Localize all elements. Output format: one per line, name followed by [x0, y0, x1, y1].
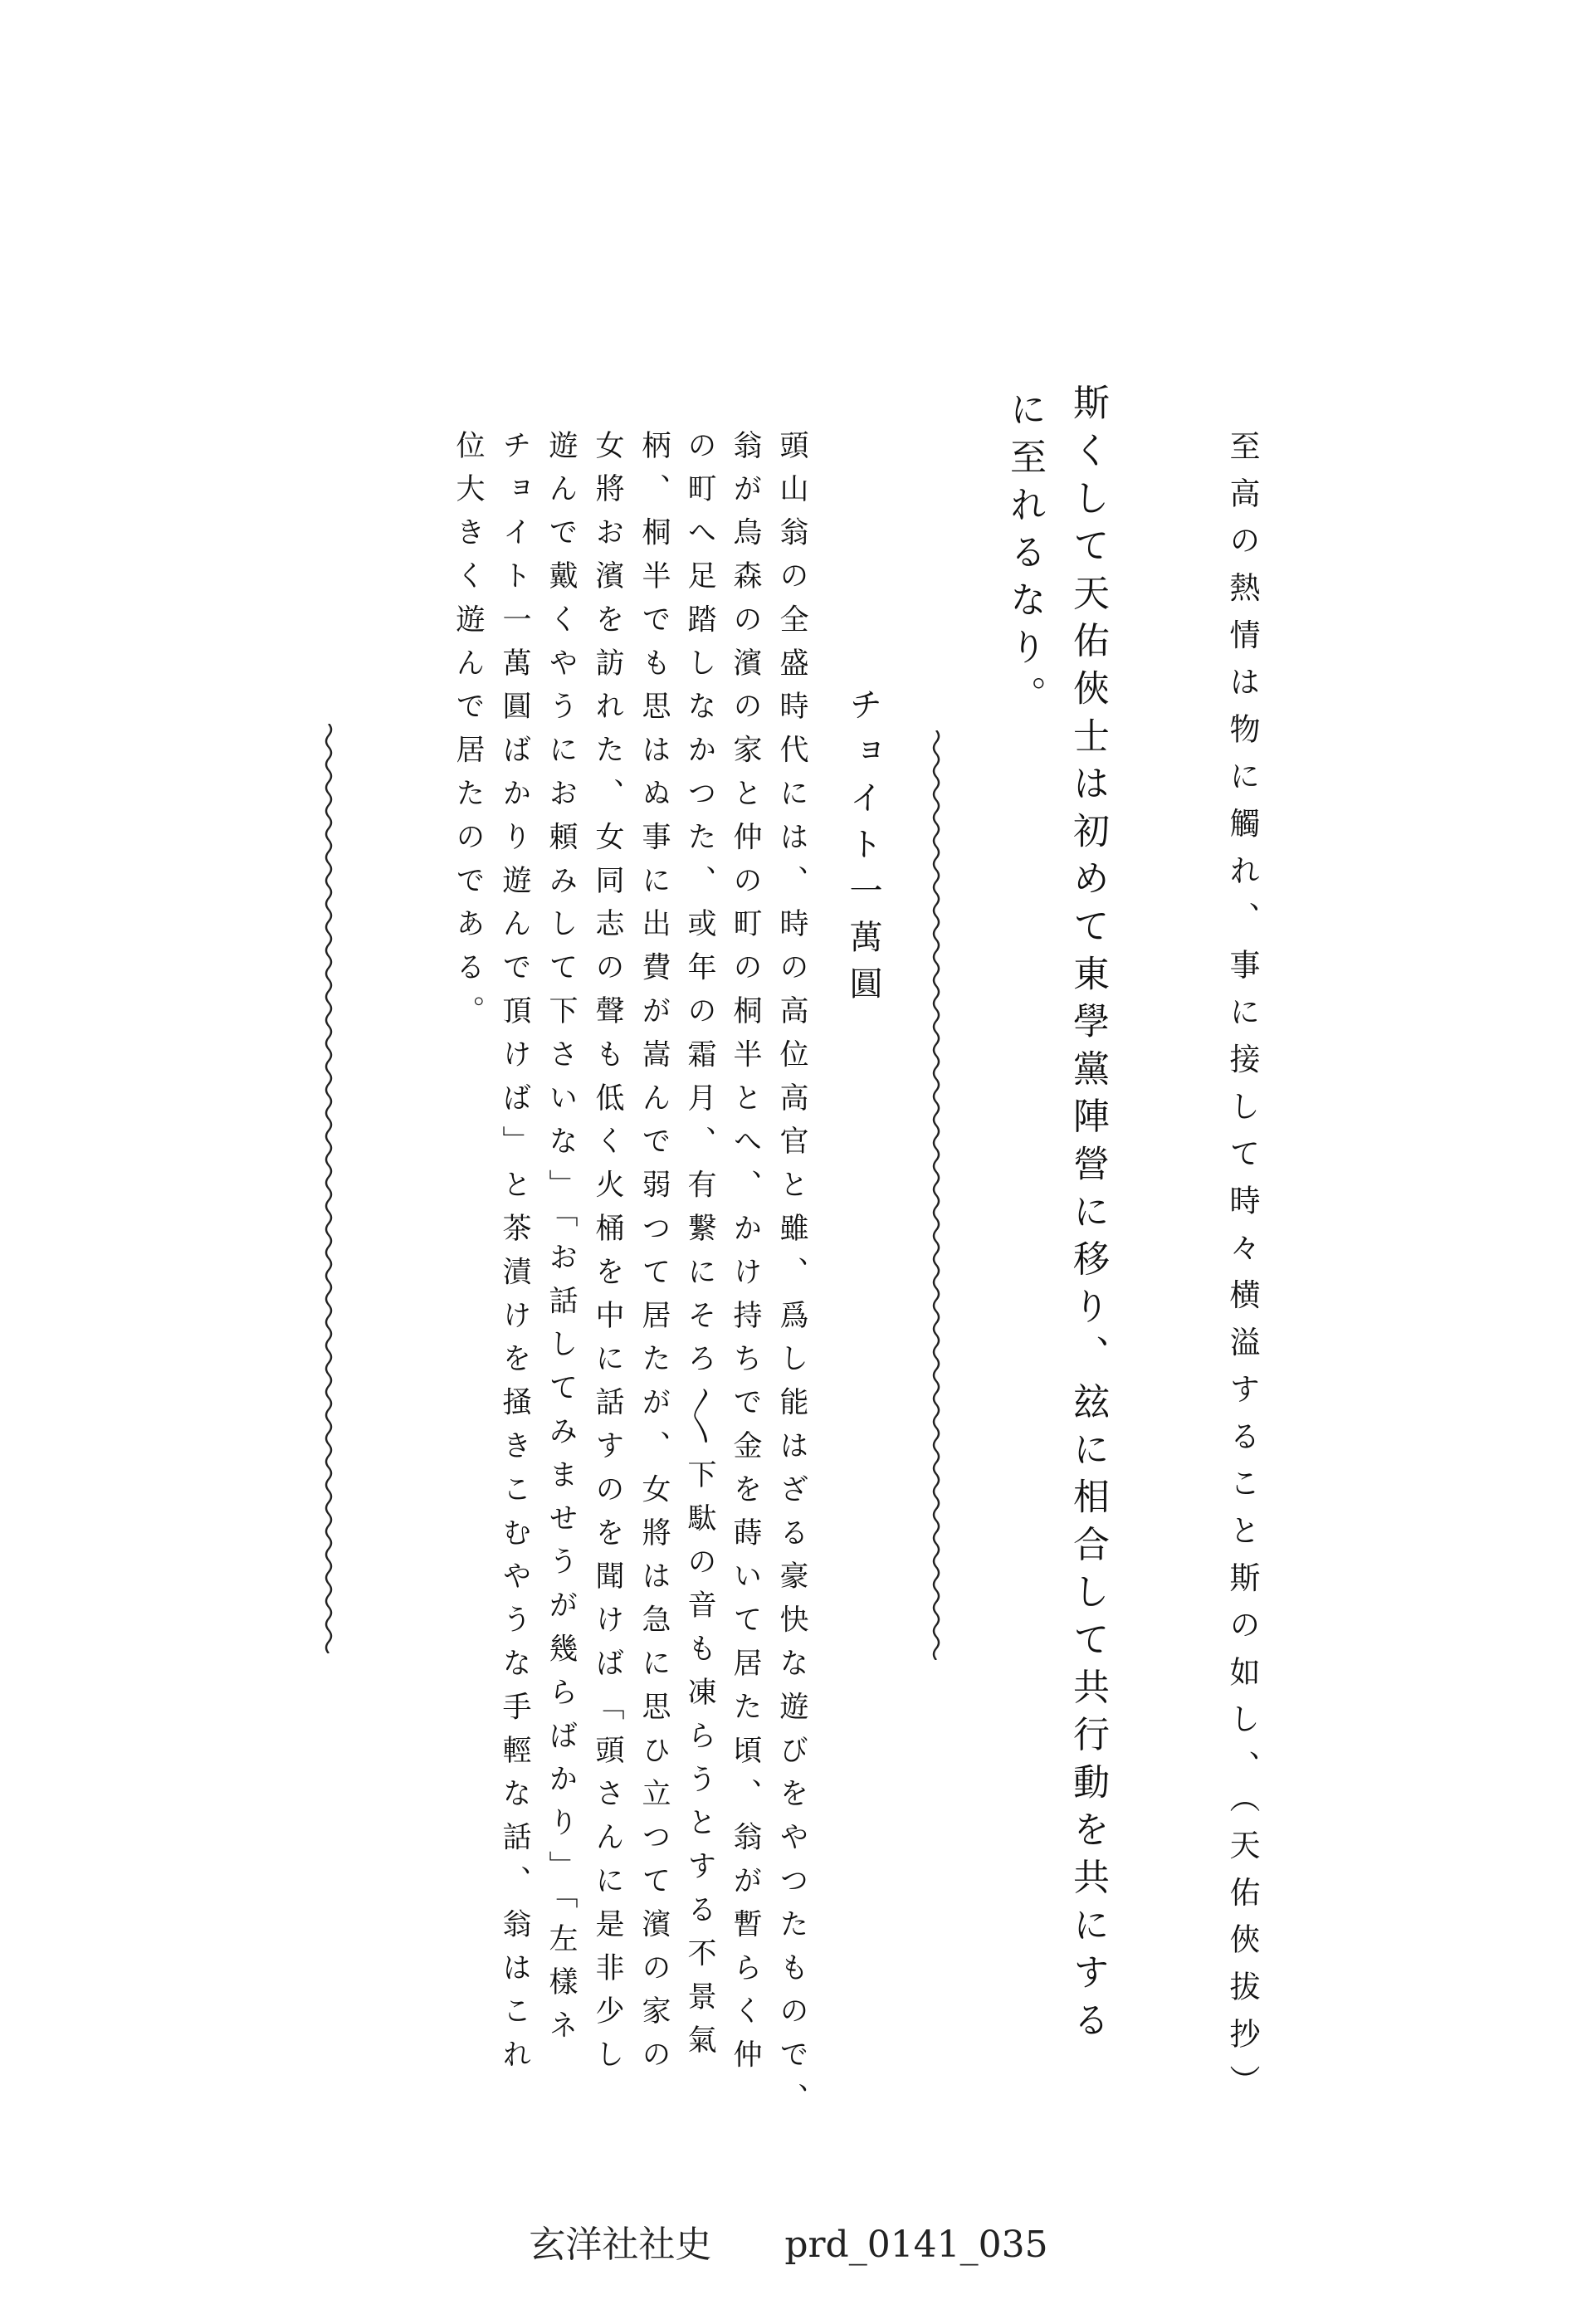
body-line-4: 柄、桐半でも思はぬ事に出費が嵩んで弱つて居たが、女將は急に思ひ立つて濱の家の — [637, 430, 671, 2083]
quote-line-2: 斯くして天佑俠士は初めて東學黨陣營に移り、玆に相合して共行動を共にする — [1067, 383, 1109, 2048]
body-line-1: 頭山翁の全盛時代には、時の高位高官と雖、爲し能はざる豪快な遊びをやつたもので、 — [775, 430, 808, 2126]
body-line-6: 遊んで戴くやうにお頼みして下さいな」「お話してみませうが幾らばかり」「左樣ネ — [544, 430, 578, 2054]
body-line-5: 女將お濱を訪れた、女同志の聲も低く火桶を中に話すのを聞けば「頭さんに是非少し — [591, 430, 624, 2083]
quote-line-3: に至れるなり。 — [1003, 390, 1046, 724]
wavy-rule-right — [930, 730, 943, 1660]
body-line-8: 位大きく遊んで居たのである。 — [452, 430, 485, 1039]
body-line-2: 翁が烏森の濱の家と仲の町の桐半とへ、かけ持ちで金を蒔いて居た頃、翁が暫らく仲 — [729, 430, 762, 2083]
section-heading: チョイト一萬圓 — [844, 687, 882, 1013]
body-line-7: チョイト一萬圓ばかり遊んで頂けば」と茶漬けを掻きこむやうな手輕な話、翁はこれ — [498, 430, 531, 2083]
footer-label: 玄洋社社史 prd_0141_035 — [529, 2224, 1048, 2266]
quote-line-1: 至高の熱情は物に觸れ、事に接して時々横溢すること斯の如し、（天佑俠拔抄） — [1224, 430, 1260, 2112]
wavy-rule-left — [322, 724, 335, 1653]
body-line-3: の町へ足踏しなかつた、或年の霜月、有繋にそろ〳〵下駄の音も凍らうとする不景氣 — [683, 430, 716, 2068]
